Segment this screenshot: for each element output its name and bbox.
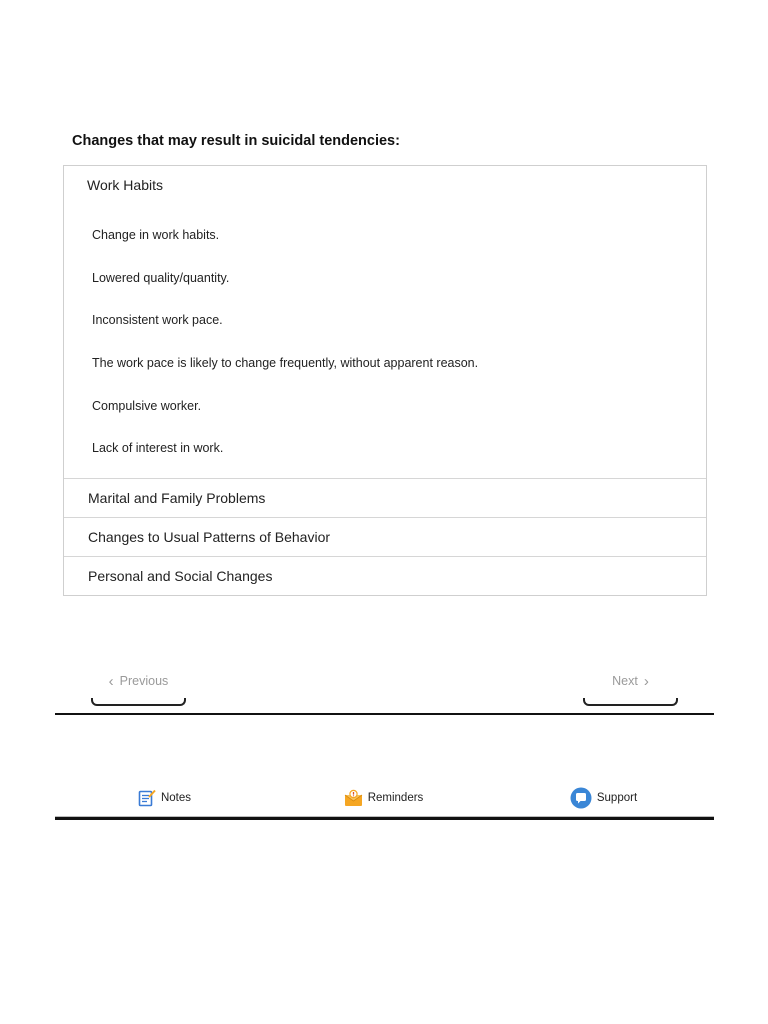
list-item: Inconsistent work pace. [92,313,223,328]
accordion-header-personal-social[interactable] [64,557,706,595]
list-item: Change in work habits. [92,228,220,242]
list-item: Lowered quality/quantity. [92,270,230,285]
accordion-section-marital-family [64,478,706,517]
tab-reminders[interactable] [274,780,493,817]
accordion-header-label: Changes to Usual Patterns of Behavior [88,529,331,546]
envelope-alert-icon [344,789,363,807]
button-underline [91,698,186,706]
tab-support[interactable] [493,780,714,817]
chat-bubble-icon [570,787,592,809]
list-item: Compulsive worker. [92,398,202,413]
accordion-header-work-habits[interactable] [64,166,706,203]
accordion-header-label: Personal and Social Changes [88,568,273,585]
accordion-header-marital-family[interactable] [64,479,706,517]
accordion-header-behavior-patterns[interactable] [64,518,706,556]
tab-support-label: Support [596,792,638,804]
list-item: The work pace is likely to change frequently, without apparent reason. [92,356,479,371]
accordion-body-work-habits [64,203,706,478]
accordion-header-label: Work Habits [87,176,163,193]
previous-button[interactable] [91,670,186,704]
tab-notes-label: Notes [160,792,192,804]
chevron-right-icon: › [643,673,649,690]
accordion-section-work-habits [64,166,706,478]
tab-reminders-label: Reminders [367,792,424,804]
page-heading: Changes that may result in suicidal tendencies: [72,133,400,149]
button-underline [583,698,678,706]
notepad-pencil-icon [138,789,156,807]
next-button[interactable] [583,670,678,704]
accordion-header-label: Marital and Family Problems [88,490,266,507]
next-label: Next [612,674,638,688]
accordion-section-behavior-patterns [64,517,706,556]
previous-label: Previous [119,674,169,688]
divider [55,713,714,715]
bottom-tab-bar [55,780,714,820]
tab-notes[interactable] [55,780,274,817]
accordion [63,165,707,596]
list-item: Lack of interest in work. [92,441,224,456]
accordion-section-personal-social [64,556,706,595]
chevron-left-icon: ‹ [108,673,114,690]
